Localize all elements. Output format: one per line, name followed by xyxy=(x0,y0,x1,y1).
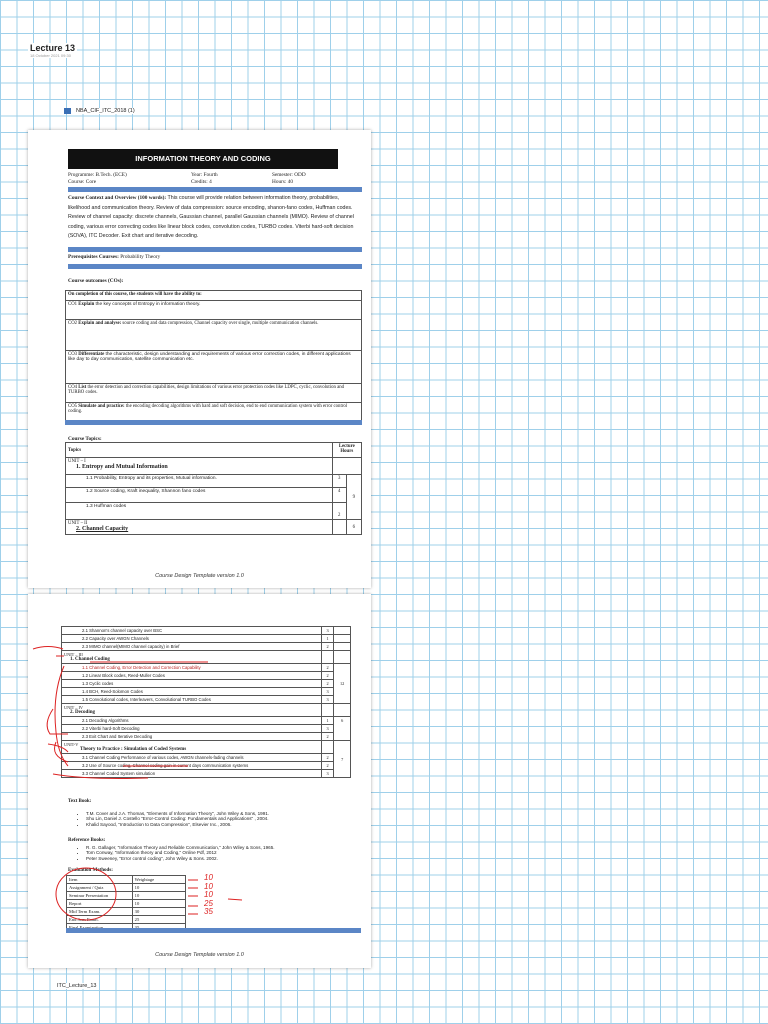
topics-table-cont: 2.1 Shannon's channel capacity over BSC 3 2.2 Capacity over AWGN Channels 1 2.3 MIMO channel(MIMO channel capacity) in Brief 2 UNIT – III 1. Channel Coding 1.1 Channel Coding, Error Detection and Correction Capability 2 12 1.2 Linear Block codes, Reed-Muller Codes 2 1.3 Cyclic codes 2 1.4 BCH, Reed-Solomon Codes 3 1.5 Convolutional codes, Interleavers, Convolutional TURBO Codes 3 UNIT – IV 2. Decoding 2.1 Decoding Algorithms 1 6 2.2 Viterbi hard-Soft Decoding 3 2.3 Exit Chart and Iterative Decoding 2 UNIT-V Theory to Practice : Simulation of Coded Systems 7 3.1 Channel Coding Performance of various codes, AWGN channels-fading channels 2 3.2 Use of Source coding, Channel coding gain in current days communication systems 2 3.3 Channel Coded System simulation 3 xyxy=(61,626,351,778)
unit-5-heading: UNIT-V Theory to Practice : Simulation of Coded Systems xyxy=(62,741,322,754)
unit-total: 6 xyxy=(334,717,351,741)
context-label: Course Context and Overview (100 words): xyxy=(68,195,167,201)
reference-title: Reference Books: xyxy=(68,838,106,843)
co-row: CO2 Explain and analyse: source coding and data compression, Channel capacity over single, multiple communication channels. xyxy=(66,320,362,351)
eval-item: Report xyxy=(67,900,133,908)
eval-item: End Sem Exam. xyxy=(67,916,133,924)
eval-weight: 10 xyxy=(132,892,185,900)
eval-weight: 10 xyxy=(132,884,185,892)
course-context xyxy=(68,194,362,242)
topic-row: 1.1 Channel Coding, Error Detection and Correction Capability xyxy=(62,664,322,672)
list-item: • T.M. Cover and J.A. Thomas, "Elements of Information Theory", John Wiley & Sons, 1991. xyxy=(86,811,356,816)
topic-row: 2.1 Decoding Algorithms xyxy=(62,717,322,725)
unit-4-heading: UNIT – IV 2. Decoding xyxy=(62,704,322,717)
file-icon xyxy=(64,108,71,114)
topic-row: 1.3 Huffman codes xyxy=(66,503,333,520)
unit-total: 7 xyxy=(334,741,351,778)
topic-row: 1.2 Linear Block codes, Reed-Muller Codes xyxy=(62,672,322,680)
unit-1-heading: UNIT – I 1. Entropy and Mutual Information xyxy=(66,458,333,475)
co-row: CO3 Differentiate the characteristic, design understanding and requirements of various error correction codes, in different applications like day to day communication, satellite communication etc. xyxy=(66,351,362,384)
eval-weight: 25 xyxy=(132,916,185,924)
outcomes-title: Course outcomes (COs): xyxy=(68,278,124,284)
pdf-page-2 xyxy=(28,594,371,968)
page-footer: Course Design Template version 1.0 xyxy=(155,573,244,579)
eval-item: Mid Term Exam. xyxy=(67,908,133,916)
topic-row: 3.1 Channel Coding Performance of various codes, AWGN channels-fading channels xyxy=(62,754,322,762)
divider-bar xyxy=(66,928,361,933)
meta-course: Course: Core xyxy=(68,179,97,185)
meta-year: Year: Fourth xyxy=(191,172,218,178)
topic-hours: 2 xyxy=(332,503,346,520)
list-item: • Peter Sweeney, "Error control coding", John Wiley & Sons. 2002. xyxy=(86,856,356,861)
eval-weight: 30 xyxy=(132,908,185,916)
divider-bar xyxy=(68,247,362,252)
divider-bar xyxy=(65,420,362,425)
topic-row: 1.3 Cyclic codes xyxy=(62,680,322,688)
evaluation-annotations xyxy=(28,594,371,968)
topic-row: 2.2 Capacity over AWGN Channels xyxy=(62,635,322,643)
eval-header-item: Item xyxy=(67,876,133,884)
list-item: • Khalid Sayood, "Introduction to Data Compression", Elsevier Inc., 2006. xyxy=(86,822,356,827)
topic-row: 2.3 Exit Chart and Iterative Decoding xyxy=(62,733,322,741)
course-banner: INFORMATION THEORY AND CODING xyxy=(68,149,338,169)
page-footer: Course Design Template version 1.0 xyxy=(155,952,244,958)
divider-bar xyxy=(68,187,362,192)
eval-item: Seminar Presentation xyxy=(67,892,133,900)
unit-total: 9 xyxy=(346,475,361,520)
meta-programme: Programme: B.Tech. (ECE) xyxy=(68,172,127,178)
co-row: CO4 List the error detection and correction capabilities, design limitations of various error protection codes like LDPC, cyclic, convolution and TURBO codes. xyxy=(66,384,362,403)
attachment-link[interactable] xyxy=(62,108,137,114)
co-row: CO1 Explain the key concepts of Entropy in information theory. xyxy=(66,301,362,320)
topic-row: 1.1 Probability, Entropy and its properties, Mutual information. xyxy=(66,475,333,488)
evaluation-title: Evaluation Methods: xyxy=(68,868,113,873)
co-header: On completion of this course, the students will have the ability to: xyxy=(66,291,362,301)
eval-header-weight: Weightage xyxy=(132,876,185,884)
topic-row: 2.3 MIMO channel(MIMO channel capacity) in Brief xyxy=(62,643,322,651)
prereq-label: Prerequisites Courses: xyxy=(68,254,119,260)
co-row: CO5 Simulate and practice: the encoding decoding algorithms with hard and soft decision, end to end communication system with error control coding. xyxy=(66,403,362,422)
topic-row: 3.2 Use of Source coding, Channel coding gain in current days communication systems xyxy=(62,762,322,770)
topic-row: 3.3 Channel Coded System simulation xyxy=(62,770,322,778)
topic-row: 1.2 Source coding, Kraft inequality, Shannon fano codes xyxy=(66,488,333,503)
divider-bar xyxy=(68,264,362,269)
col-topics: Topics xyxy=(66,443,333,458)
context-text: This course will provide relation between information theory, probabilities, likelihood and communication theory. Review of data compression: source encoding, shanon-fano codes, Huffman codes. Review of channel capacity: discrete channels, Gaussian channel, parallel Gaussian channels (MIMO). Review of channel coding, various error correcting codes like linear block codes, convolution codes, TURBO codes. Viterbi hard-soft decision (SOVA), ITC Decoder. Exit chart and iterative decoding. xyxy=(68,195,354,239)
meta-semester: Semester: ODD xyxy=(272,172,306,178)
list-item: • Shu Lin, Daniel J. Costello "Error-Control Coding: Fundamentals and Applications" , 2004. xyxy=(86,816,356,821)
col-hours: Lecture Hours xyxy=(332,443,361,458)
unit-2-heading: UNIT – II 2. Channel Capacity xyxy=(66,520,333,535)
prereq-text: Probability Theory xyxy=(120,254,161,260)
topics-title: Course Topics: xyxy=(68,436,102,442)
attachment-name: NBA_CIF_ITC_2018 (1) xyxy=(76,108,135,114)
topic-row: 2.2 Viterbi hard-Soft Decoding xyxy=(62,725,322,733)
unit-total: 12 xyxy=(334,664,351,704)
meta-credits: Credits: 4 xyxy=(191,179,212,185)
topic-row: 1.5 Convolutional codes, Interleavers, Convolutional TURBO Codes xyxy=(62,696,322,704)
topic-row: 2.1 Shannon's channel capacity over BSC xyxy=(62,627,322,635)
topic-hours: 4 xyxy=(332,488,346,503)
list-item: • R. G. Gallager, "Information Theory and Reliable Communication," John Wiley & Sons, 1965. xyxy=(86,845,356,850)
eval-item: Assignment / Quiz xyxy=(67,884,133,892)
unit-total: 6 xyxy=(346,520,361,535)
bottom-label: ITC_Lecture_13 xyxy=(57,983,97,989)
outcomes-table xyxy=(65,290,362,422)
topic-row: 1.4 BCH, Reed-Solomon Codes xyxy=(62,688,322,696)
meta-hours: Hours: 40 xyxy=(272,179,294,185)
pdf-page-1 xyxy=(28,130,371,588)
handwritten-weights: 10 10 10 25 35 xyxy=(204,873,213,916)
eval-weight: 10 xyxy=(132,900,185,908)
note-title: Lecture 13 xyxy=(30,43,76,53)
list-item: • Tom Conway, "Information theory and Coding," Online Pdf, 2012 xyxy=(86,850,356,855)
textbook-title: Text Book: xyxy=(68,799,92,804)
topic-hours: 3 xyxy=(332,475,346,488)
unit-3-heading: UNIT – III 1. Channel Coding xyxy=(62,651,322,664)
note-date: 18 October 2021 09:30 xyxy=(30,53,71,58)
prerequisites xyxy=(68,254,160,260)
topics-table xyxy=(65,442,362,535)
